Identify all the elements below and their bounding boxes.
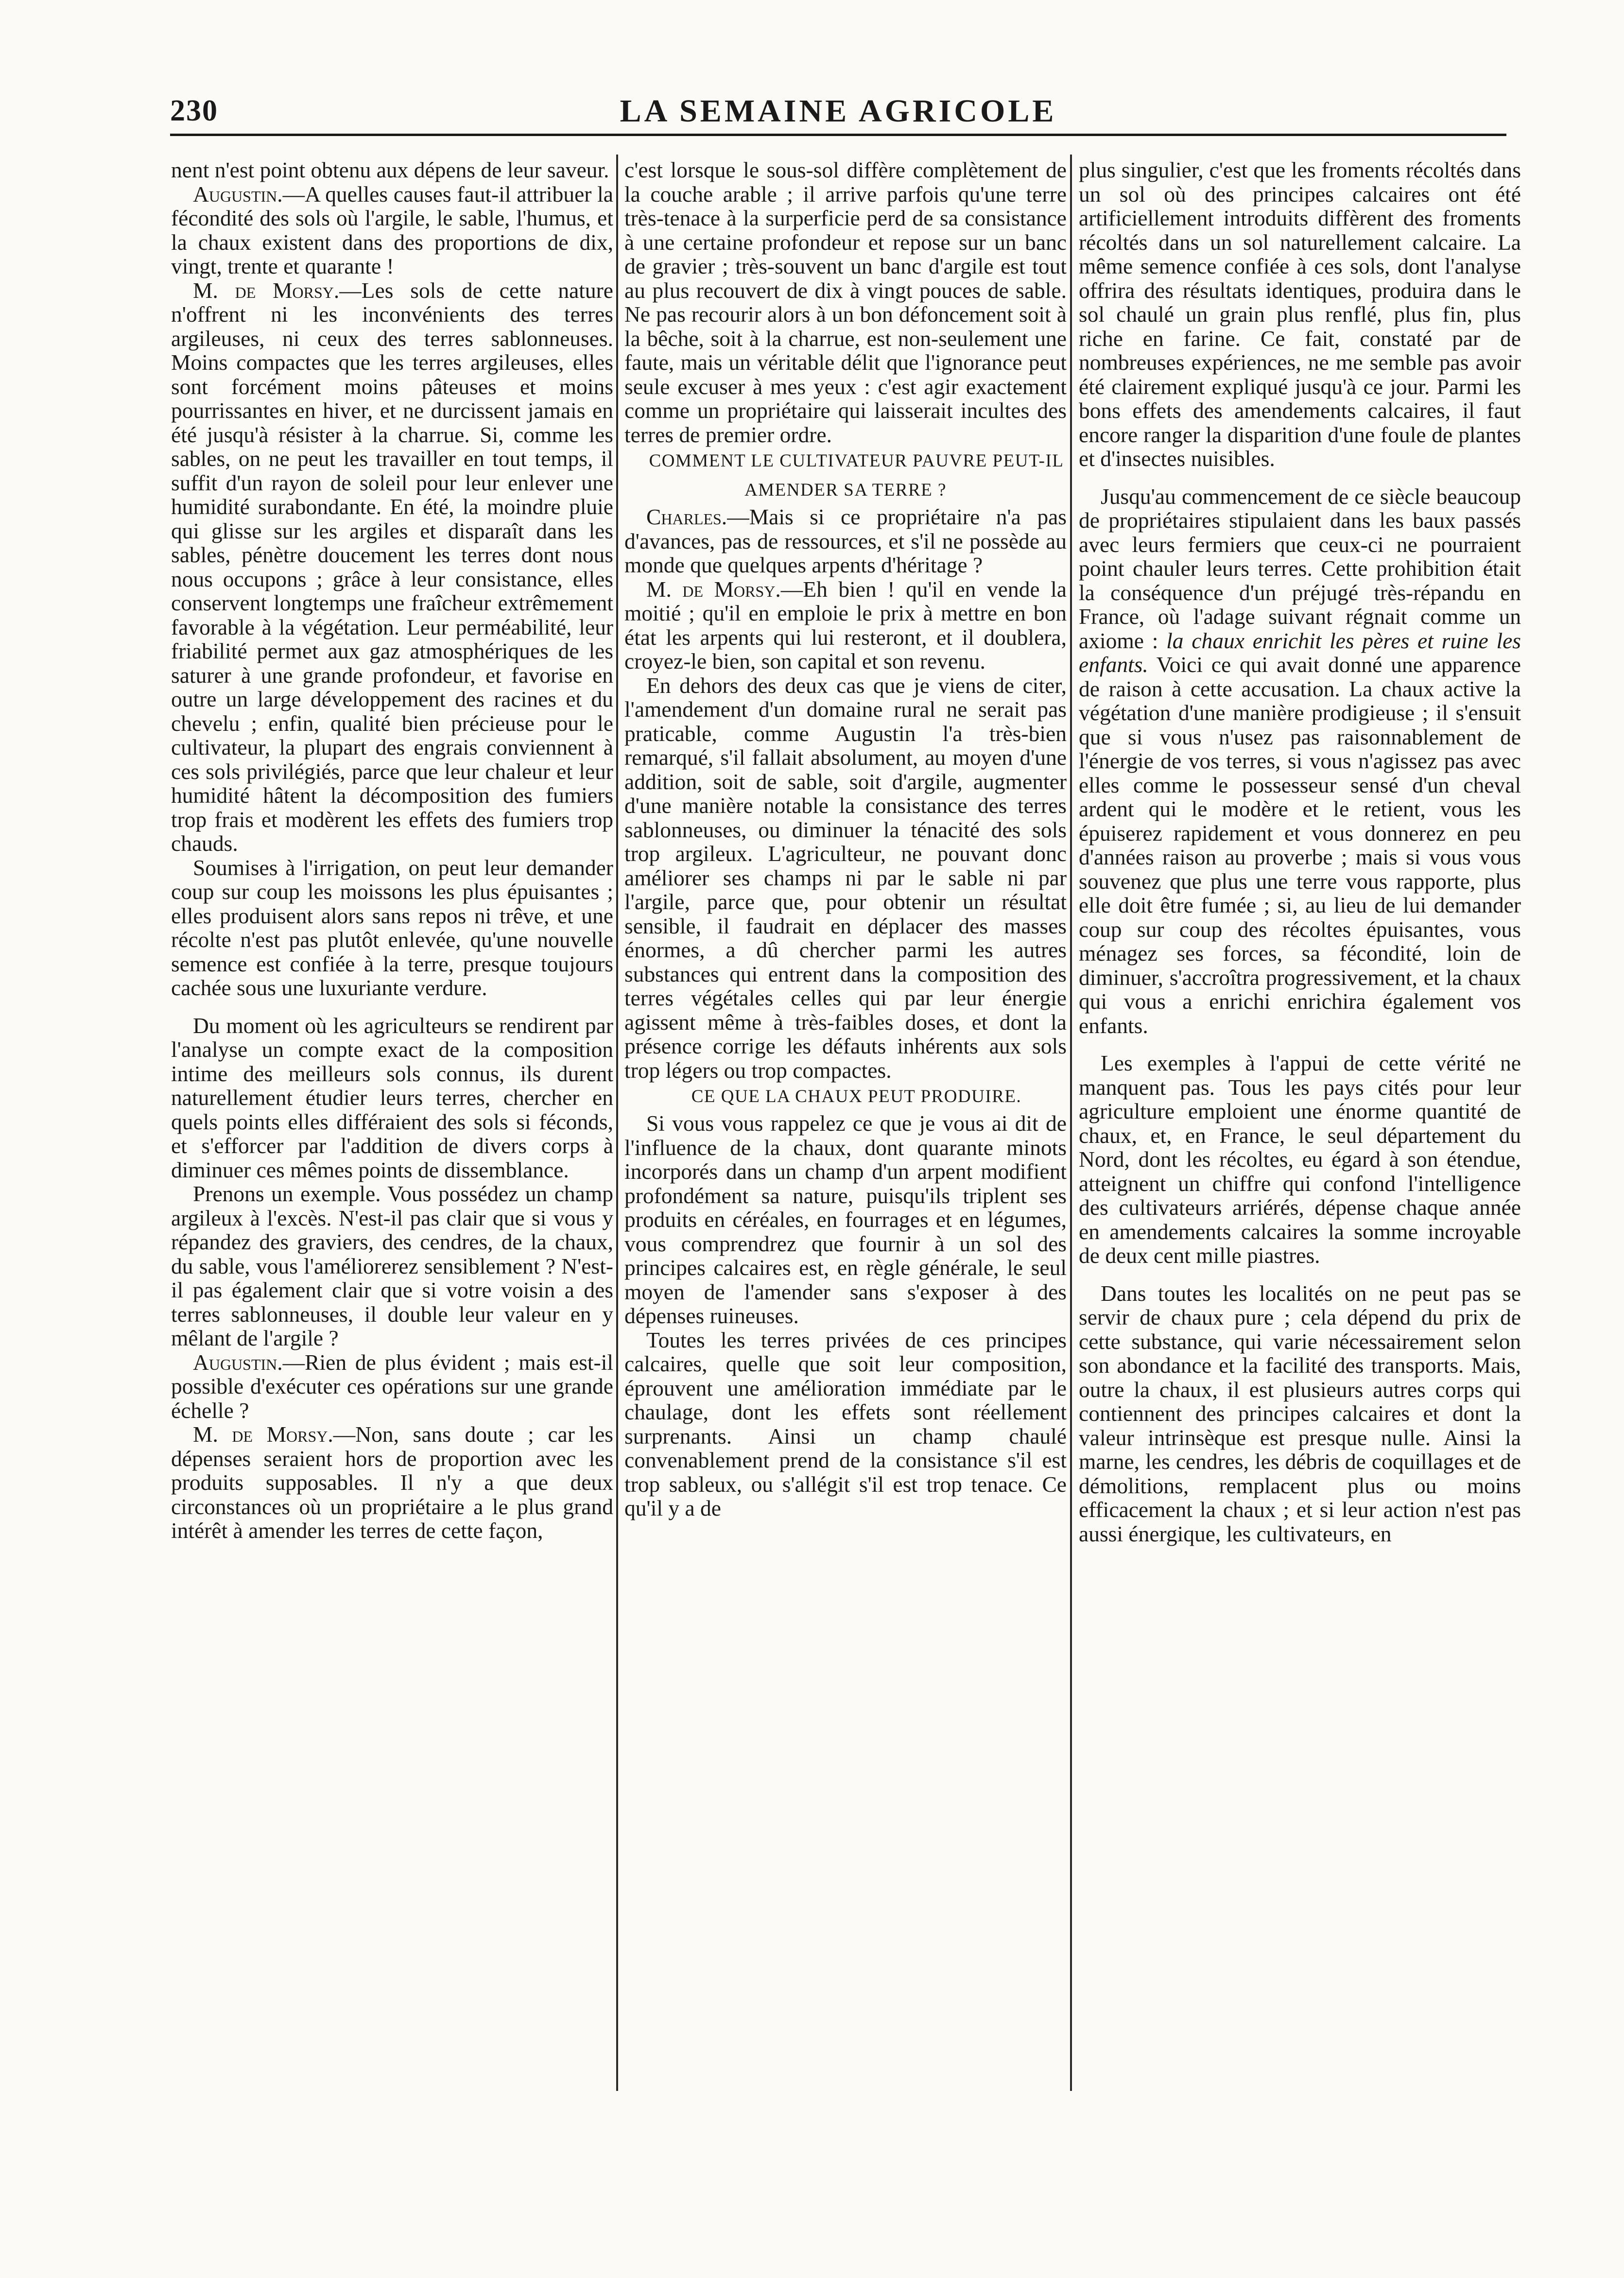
speaker-name: Augustin. <box>193 181 283 207</box>
paragraph-text: Jusqu'au commencement de ce siècle beaucoup de propriétaires stipulaient dans les baux passés avec leurs fermiers que ceux-ci ne pourraient point chauler leurs terres. Cette prohibition était la conséquence d'un préjugé très-répandu en France, où l'adage suivant régnait comme un axiome : <box>1079 483 1521 653</box>
dialogue-text: —Mais si ce propriétaire n'a pas d'avances, pas de ressources, et s'il ne possède au monde que quelques arpents d'héritage ? <box>624 504 1067 577</box>
dialogue-paragraph <box>624 505 1067 577</box>
speaker-name: M. de Morsy. <box>193 1422 333 1447</box>
dialogue-text: —Les sols de cette nature n'offrent ni les inconvénients des terres argileuses, ni ceux des terres sablonneuses. Moins compactes que les terres argileuses, elles sont forcément moins pâteuses et moins pourrissantes en hiver, et ne durcissent jamais en été jusqu'à résister à la charrue. Si, comme les sables, on ne peut les travailler en tout temps, il suffit d'un rayon de soleil pour leur enlever une humidité surabondante. En été, la moindre pluie qui glisse sur les argiles et disparaît dans les sables, pénètre doucement les terres dont nous nous occupons ; grâce à leur consistance, elles conservent longtemps une fraîcheur extrêmement favorable à la végétation. Leur perméabilité, leur friabilité permet aux gaz atmosphériques de les saturer à une grande profondeur, et favorise en outre un large développement des racines et du chevelu ; enfin, qualité bien précieuse pour le cultivateur, la plupart des engrais conviennent à ces sols privilégiés, parce que leur chaleur et leur humidité hâtent la décomposition des fumiers trop frais et modèrent les effets des fumiers trop chauds. <box>171 277 613 856</box>
paragraph: Prenons un exemple. Vous possédez un champ argileux à l'excès. N'est-il pas clair que si vous y répandez des graviers, des cendres, de la chaux, du sable, vous l'améliorerez sensiblement ? N'est-il pas également clair que si votre voisin a des terres sablonneuses, il double leur valeur en y mêlant de l'argile ? <box>171 1181 613 1350</box>
dialogue-text: —Rien de plus évident ; mais est-il possible d'exécuter ces opérations sur une grande échelle ? <box>171 1349 613 1423</box>
paragraph: Toutes les terres privées de ces principes calcaires, quelle que soit leur composition, éprouvent une amélioration immédiate par le chaulage, dont les effets sont réellement surprenants. Ainsi un champ chaulé convenablement prend de la consistance s'il est trop sableux, ou s'allégit s'il est trop tenace. Ce qu'il y a de <box>624 1327 1067 1520</box>
dialogue-paragraph <box>171 278 613 856</box>
column-divider-left <box>616 155 618 2091</box>
page-number: 230 <box>170 94 218 127</box>
section-heading: COMMENT LE CULTIVATEUR PAUVRE PEUT-IL AMENDER SA TERRE ? <box>649 451 1064 500</box>
speaker-name: M. de Morsy. <box>193 277 340 303</box>
text-column-2 <box>624 158 1067 2121</box>
dialogue-paragraph <box>171 182 613 278</box>
paragraph <box>1079 484 1521 1038</box>
paragraph: Dans toutes les localités on ne peut pas se servir de chaux pure ; cela dépend du prix de cette substance, qui varie nécessairement selon son abondance et la facilité des transports. Mais, outre la chaux, il est plusieurs autres corps qui contiennent des principes calcaires et dont la valeur intrinsèque est presque nulle. Ainsi la marne, les cendres, les débris de coquillages et de démolitions, remplacent plus ou moins efficacement la chaux ; et si leur action n'est pas aussi énergique, les cultivateurs, en <box>1079 1280 1521 1546</box>
paragraph: Du moment où les agriculteurs se rendirent par l'analyse un compte exact de la composition intime des meilleurs sols connus, ils durent naturellement étudier leurs terres, chercher en quels points elles différaient des sols si féconds, et s'efforcer par l'addition de divers corps à diminuer ces mêmes points de dissemblance. <box>171 1013 613 1182</box>
paragraph-text: Voici ce qui avait donné une apparence de raison à cette accusation. La chaux active la végétation d'une manière prodigieuse ; il s'ensuit que si vous n'usez pas raisonnablement de l'énergie de vos terres, si vous n'agissez pas avec elles comme le possesseur sensé d'un cheval ardent qui le modère et le retient, vous les épuiserez rapidement et vous donnerez en peu d'années raison au proverbe ; mais si vous vous souvenez que plus une terre vous rapporte, plus elle doit être fumée ; si, au lieu de lui demander coup sur coup des récoltes épuisantes, vous ménagez ses forces, sa fécondité, loin de diminuer, s'accroîtra progressivement, et la chaux qui vous a enrichi enrichira également vos enfants. <box>1079 652 1521 1038</box>
speaker-name: Augustin. <box>193 1349 283 1375</box>
dialogue-text: —Eh bien ! qu'il en vende la moitié ; qu'il en emploie le prix à mettre en bon état les arpents qui lui resteront, et il doublera, croyez-le bien, son capital et son revenu. <box>624 576 1067 673</box>
speaker-name: M. de Morsy. <box>646 576 781 602</box>
dialogue-text: —Non, sans doute ; car les dépenses seraient hors de proportion avec les produits supposables. Il n'y a que deux circonstances où un propriétaire a le plus grand intérêt à amender les terres de cette façon, <box>171 1422 613 1543</box>
paragraph: Soumises à l'irrigation, on peut leur demander coup sur coup les moissons les plus épuisantes ; elles produisent alors sans repos ni trêve, et une récolte n'est pas plutôt enlevée, qu'une nouvelle semence est confiée à la terre, presque toujours cachée sous une luxuriante verdure. <box>171 855 613 1000</box>
paragraph: Si vous vous rappelez ce que je vous ai dit de l'influence de la chaux, dont quarante minots incorporés dans un champ d'un arpent modifient profondément sa nature, puisqu'ils triplent ses produits en céréales, en fourrages et en légumes, vous comprendrez que fournir à un sol des principes calcaires est, en règle générale, le seul moyen de l'amender sans s'exposer à des dépenses ruineuses. <box>624 1111 1067 1328</box>
text-column-1 <box>171 158 613 2121</box>
dialogue-text: —A quelles causes faut-il attribuer la fécondité des sols où l'argile, le sable, l'humus, et la chaux existent dans des proportions de dix, vingt, trente et quarante ! <box>171 181 613 278</box>
paragraph: En dehors des deux cas que je viens de citer, l'amendement d'un domaine rural ne serait pas praticable, comme Augustin l'a très-bien remarqué, s'il fallait absolument, au moyen d'une addition, soit de sable, soit d'argile, augmenter d'une manière notable la consistance des terres sablonneuses, ou diminuer la ténacité des sols trop argileux. L'agriculteur, ne pouvant donc améliorer ses champs ni par le sable ni par l'argile, parce que, pour obtenir un résultat sensible, il faudrait en déplacer des masses énormes, a dû chercher parmi les autres substances qui entrent dans la composition des terres végétales celles qui par leur énergie agissent même à très-faibles doses, et dont la présence corrige les défauts inhérents aux sols trop légers ou trop compactes. <box>624 673 1067 1083</box>
text-column-3 <box>1079 158 1521 2121</box>
paragraph: c'est lorsque le sous-sol diffère complètement de la couche arable ; il arrive parfois qu'une terre très-tenace à la surperficie perd de sa consistance à une certaine profondeur et repose sur un banc de gravier ; très-souvent un banc d'argile est tout au plus recouvert de dix à vingt pouces de sable. Ne pas recourir alors à un bon défoncement soit à la bêche, soit à la charrue, est non-seulement une faute, mais un véritable délit que l'ignorance peut seule excuser à mes yeux : c'est agir exactement comme un propriétaire qui laisserait incultes des terres de premier ordre. <box>624 158 1067 447</box>
dialogue-paragraph <box>171 1350 613 1423</box>
dialogue-paragraph <box>171 1422 613 1543</box>
speaker-name: Charles. <box>646 504 727 529</box>
paragraph: Les exemples à l'appui de cette vérité ne manquent pas. Tous les pays cités pour leur agriculture emploient une énorme quantité de chaux, et, en France, le seul département du Nord, dont les récoltes, eu égard à son étendue, atteignent un chiffre qui confond l'intelligence des cultivateurs arriérés, dépense chaque année en amendements calcaires la somme incroyable de deux cent mille piastres. <box>1079 1051 1521 1268</box>
dialogue-paragraph <box>624 577 1067 673</box>
paragraph: plus singulier, c'est que les froments récoltés dans un sol où des principes calcaires ont été artificiellement introduits diffèrent des froments récoltés dans un sol naturellement calcaire. La même semence confiée à ces sols, dont l'analyse offrira des résultats identiques, produira dans le sol chaulé un grain plus renflé, plus fin, plus riche en farine. Ce fait, constaté par de nombreuses expériences, ne me semble pas avoir été clairement expliqué jusqu'à ce jour. Parmi les bons effets des amendements calcaires, il faut encore ranger la disparition d'une foule de plantes et d'insectes nuisibles. <box>1079 158 1521 471</box>
section-heading: CE QUE LA CHAUX PEUT PRODUIRE. <box>691 1087 1022 1106</box>
quoted-proverb: la chaux enrichit les pères et ruine les enfants. <box>1079 628 1521 677</box>
journal-title: LA SEMAINE AGRICOLE <box>620 93 1057 129</box>
page-header <box>170 90 1506 136</box>
column-divider-right <box>1070 155 1072 2091</box>
paragraph: nent n'est point obtenu aux dépens de leur saveur. <box>171 158 609 182</box>
